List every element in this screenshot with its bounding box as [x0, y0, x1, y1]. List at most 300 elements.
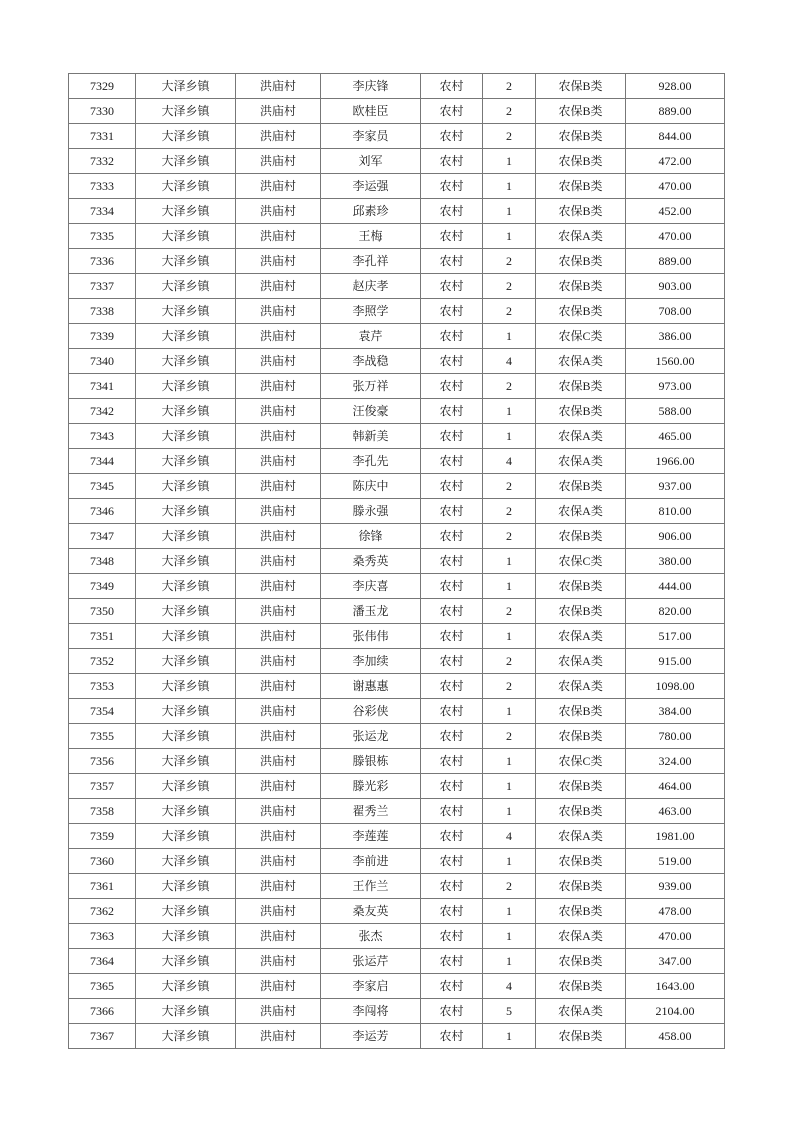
cell-town: 大泽乡镇	[136, 349, 236, 374]
cell-id: 7358	[69, 799, 136, 824]
cell-person-count: 4	[483, 349, 536, 374]
cell-area-type: 农村	[421, 599, 483, 624]
cell-town: 大泽乡镇	[136, 849, 236, 874]
cell-insurance-class: 农保B类	[536, 124, 626, 149]
cell-id: 7344	[69, 449, 136, 474]
cell-insurance-class: 农保A类	[536, 449, 626, 474]
cell-person-count: 2	[483, 499, 536, 524]
table-row	[69, 199, 725, 224]
cell-insurance-class: 农保B类	[536, 774, 626, 799]
cell-amount: 380.00	[626, 549, 725, 574]
cell-amount: 889.00	[626, 99, 725, 124]
cell-name: 谷彩侠	[321, 699, 421, 724]
cell-area-type: 农村	[421, 999, 483, 1024]
cell-insurance-class: 农保B类	[536, 524, 626, 549]
cell-village: 洪庙村	[236, 524, 321, 549]
cell-name: 邱素珍	[321, 199, 421, 224]
cell-town: 大泽乡镇	[136, 174, 236, 199]
cell-area-type: 农村	[421, 924, 483, 949]
cell-id: 7356	[69, 749, 136, 774]
cell-town: 大泽乡镇	[136, 499, 236, 524]
cell-amount: 324.00	[626, 749, 725, 774]
cell-person-count: 2	[483, 524, 536, 549]
cell-area-type: 农村	[421, 174, 483, 199]
cell-person-count: 2	[483, 99, 536, 124]
cell-village: 洪庙村	[236, 224, 321, 249]
table-row	[69, 549, 725, 574]
cell-town: 大泽乡镇	[136, 699, 236, 724]
cell-town: 大泽乡镇	[136, 599, 236, 624]
cell-insurance-class: 农保A类	[536, 424, 626, 449]
cell-insurance-class: 农保B类	[536, 574, 626, 599]
cell-area-type: 农村	[421, 499, 483, 524]
cell-name: 欧桂臣	[321, 99, 421, 124]
cell-village: 洪庙村	[236, 774, 321, 799]
cell-person-count: 2	[483, 299, 536, 324]
table-row	[69, 749, 725, 774]
cell-area-type: 农村	[421, 224, 483, 249]
cell-name: 李庆喜	[321, 574, 421, 599]
table-row	[69, 799, 725, 824]
table-row	[69, 699, 725, 724]
cell-name: 韩新美	[321, 424, 421, 449]
cell-village: 洪庙村	[236, 149, 321, 174]
cell-insurance-class: 农保B类	[536, 299, 626, 324]
cell-person-count: 1	[483, 399, 536, 424]
cell-area-type: 农村	[421, 824, 483, 849]
cell-village: 洪庙村	[236, 749, 321, 774]
cell-person-count: 2	[483, 474, 536, 499]
cell-area-type: 农村	[421, 274, 483, 299]
cell-amount: 903.00	[626, 274, 725, 299]
cell-insurance-class: 农保A类	[536, 624, 626, 649]
cell-town: 大泽乡镇	[136, 574, 236, 599]
cell-village: 洪庙村	[236, 124, 321, 149]
cell-area-type: 农村	[421, 974, 483, 999]
cell-village: 洪庙村	[236, 999, 321, 1024]
cell-village: 洪庙村	[236, 499, 321, 524]
cell-amount: 464.00	[626, 774, 725, 799]
cell-person-count: 1	[483, 549, 536, 574]
cell-village: 洪庙村	[236, 449, 321, 474]
cell-area-type: 农村	[421, 624, 483, 649]
cell-area-type: 农村	[421, 524, 483, 549]
cell-name: 张运芹	[321, 949, 421, 974]
cell-insurance-class: 农保C类	[536, 324, 626, 349]
cell-id: 7332	[69, 149, 136, 174]
cell-insurance-class: 农保B类	[536, 374, 626, 399]
cell-area-type: 农村	[421, 249, 483, 274]
cell-village: 洪庙村	[236, 624, 321, 649]
cell-amount: 470.00	[626, 924, 725, 949]
cell-area-type: 农村	[421, 849, 483, 874]
cell-village: 洪庙村	[236, 674, 321, 699]
cell-amount: 810.00	[626, 499, 725, 524]
cell-town: 大泽乡镇	[136, 899, 236, 924]
cell-town: 大泽乡镇	[136, 249, 236, 274]
table-row	[69, 924, 725, 949]
cell-insurance-class: 农保B类	[536, 99, 626, 124]
cell-person-count: 1	[483, 624, 536, 649]
cell-name: 汪俊豪	[321, 399, 421, 424]
cell-name: 陈庆中	[321, 474, 421, 499]
cell-town: 大泽乡镇	[136, 274, 236, 299]
cell-village: 洪庙村	[236, 349, 321, 374]
cell-id: 7360	[69, 849, 136, 874]
cell-name: 桑秀英	[321, 549, 421, 574]
table-row	[69, 249, 725, 274]
cell-name: 李家启	[321, 974, 421, 999]
cell-village: 洪庙村	[236, 849, 321, 874]
cell-village: 洪庙村	[236, 474, 321, 499]
cell-id: 7362	[69, 899, 136, 924]
cell-insurance-class: 农保B类	[536, 1024, 626, 1049]
cell-name: 李前进	[321, 849, 421, 874]
cell-town: 大泽乡镇	[136, 199, 236, 224]
cell-town: 大泽乡镇	[136, 924, 236, 949]
cell-town: 大泽乡镇	[136, 149, 236, 174]
cell-id: 7336	[69, 249, 136, 274]
cell-amount: 465.00	[626, 424, 725, 449]
cell-amount: 478.00	[626, 899, 725, 924]
cell-insurance-class: 农保B类	[536, 174, 626, 199]
cell-person-count: 1	[483, 324, 536, 349]
cell-area-type: 农村	[421, 99, 483, 124]
cell-amount: 844.00	[626, 124, 725, 149]
cell-area-type: 农村	[421, 399, 483, 424]
cell-person-count: 2	[483, 274, 536, 299]
cell-area-type: 农村	[421, 674, 483, 699]
cell-person-count: 1	[483, 199, 536, 224]
cell-amount: 1966.00	[626, 449, 725, 474]
cell-town: 大泽乡镇	[136, 674, 236, 699]
cell-name: 李家员	[321, 124, 421, 149]
table-row	[69, 874, 725, 899]
cell-person-count: 2	[483, 674, 536, 699]
cell-town: 大泽乡镇	[136, 99, 236, 124]
cell-area-type: 农村	[421, 649, 483, 674]
cell-area-type: 农村	[421, 1024, 483, 1049]
cell-amount: 588.00	[626, 399, 725, 424]
cell-town: 大泽乡镇	[136, 324, 236, 349]
cell-person-count: 1	[483, 849, 536, 874]
cell-village: 洪庙村	[236, 724, 321, 749]
cell-id: 7333	[69, 174, 136, 199]
cell-insurance-class: 农保C类	[536, 749, 626, 774]
cell-village: 洪庙村	[236, 74, 321, 99]
cell-person-count: 2	[483, 599, 536, 624]
cell-insurance-class: 农保B类	[536, 974, 626, 999]
cell-town: 大泽乡镇	[136, 474, 236, 499]
cell-area-type: 农村	[421, 574, 483, 599]
table-row	[69, 449, 725, 474]
cell-amount: 470.00	[626, 174, 725, 199]
cell-village: 洪庙村	[236, 699, 321, 724]
cell-amount: 472.00	[626, 149, 725, 174]
cell-person-count: 4	[483, 974, 536, 999]
cell-person-count: 1	[483, 174, 536, 199]
cell-insurance-class: 农保A类	[536, 649, 626, 674]
cell-id: 7338	[69, 299, 136, 324]
table-row	[69, 849, 725, 874]
table-row	[69, 974, 725, 999]
cell-id: 7353	[69, 674, 136, 699]
table-row	[69, 999, 725, 1024]
cell-area-type: 农村	[421, 749, 483, 774]
cell-id: 7354	[69, 699, 136, 724]
cell-village: 洪庙村	[236, 274, 321, 299]
cell-insurance-class: 农保A类	[536, 999, 626, 1024]
cell-area-type: 农村	[421, 949, 483, 974]
table-row	[69, 1024, 725, 1049]
table-row	[69, 624, 725, 649]
cell-id: 7352	[69, 649, 136, 674]
cell-amount: 2104.00	[626, 999, 725, 1024]
cell-id: 7337	[69, 274, 136, 299]
cell-id: 7361	[69, 874, 136, 899]
table-row	[69, 299, 725, 324]
cell-amount: 470.00	[626, 224, 725, 249]
cell-village: 洪庙村	[236, 299, 321, 324]
cell-amount: 928.00	[626, 74, 725, 99]
table-row	[69, 74, 725, 99]
cell-area-type: 农村	[421, 874, 483, 899]
cell-name: 桑友英	[321, 899, 421, 924]
cell-area-type: 农村	[421, 374, 483, 399]
cell-insurance-class: 农保A类	[536, 674, 626, 699]
cell-amount: 1643.00	[626, 974, 725, 999]
cell-person-count: 2	[483, 874, 536, 899]
cell-person-count: 1	[483, 924, 536, 949]
cell-town: 大泽乡镇	[136, 74, 236, 99]
cell-id: 7346	[69, 499, 136, 524]
cell-name: 徐锋	[321, 524, 421, 549]
cell-village: 洪庙村	[236, 824, 321, 849]
cell-amount: 519.00	[626, 849, 725, 874]
cell-village: 洪庙村	[236, 974, 321, 999]
cell-village: 洪庙村	[236, 424, 321, 449]
cell-insurance-class: 农保B类	[536, 874, 626, 899]
cell-town: 大泽乡镇	[136, 549, 236, 574]
cell-name: 滕银栋	[321, 749, 421, 774]
table-row	[69, 399, 725, 424]
cell-person-count: 4	[483, 449, 536, 474]
cell-id: 7365	[69, 974, 136, 999]
cell-insurance-class: 农保B类	[536, 949, 626, 974]
cell-village: 洪庙村	[236, 199, 321, 224]
cell-village: 洪庙村	[236, 949, 321, 974]
cell-id: 7341	[69, 374, 136, 399]
cell-person-count: 1	[483, 699, 536, 724]
cell-village: 洪庙村	[236, 249, 321, 274]
cell-id: 7357	[69, 774, 136, 799]
cell-insurance-class: 农保B类	[536, 799, 626, 824]
cell-area-type: 农村	[421, 299, 483, 324]
cell-person-count: 2	[483, 74, 536, 99]
cell-name: 王梅	[321, 224, 421, 249]
cell-name: 袁芹	[321, 324, 421, 349]
cell-area-type: 农村	[421, 324, 483, 349]
cell-insurance-class: 农保A类	[536, 349, 626, 374]
cell-town: 大泽乡镇	[136, 224, 236, 249]
cell-id: 7363	[69, 924, 136, 949]
cell-person-count: 2	[483, 124, 536, 149]
cell-amount: 820.00	[626, 599, 725, 624]
cell-village: 洪庙村	[236, 799, 321, 824]
cell-name: 李庆锋	[321, 74, 421, 99]
table-row	[69, 599, 725, 624]
cell-insurance-class: 农保A类	[536, 499, 626, 524]
cell-insurance-class: 农保C类	[536, 549, 626, 574]
cell-person-count: 5	[483, 999, 536, 1024]
table-row	[69, 899, 725, 924]
cell-amount: 1098.00	[626, 674, 725, 699]
cell-id: 7348	[69, 549, 136, 574]
cell-insurance-class: 农保A类	[536, 824, 626, 849]
cell-village: 洪庙村	[236, 924, 321, 949]
cell-name: 王作兰	[321, 874, 421, 899]
cell-name: 张运龙	[321, 724, 421, 749]
cell-insurance-class: 农保A类	[536, 924, 626, 949]
cell-id: 7343	[69, 424, 136, 449]
cell-id: 7347	[69, 524, 136, 549]
cell-name: 翟秀兰	[321, 799, 421, 824]
table-row	[69, 949, 725, 974]
cell-town: 大泽乡镇	[136, 999, 236, 1024]
cell-person-count: 1	[483, 574, 536, 599]
cell-town: 大泽乡镇	[136, 824, 236, 849]
cell-insurance-class: 农保B类	[536, 849, 626, 874]
cell-insurance-class: 农保B类	[536, 699, 626, 724]
cell-name: 李闯将	[321, 999, 421, 1024]
cell-village: 洪庙村	[236, 174, 321, 199]
cell-area-type: 农村	[421, 149, 483, 174]
cell-person-count: 2	[483, 249, 536, 274]
cell-person-count: 2	[483, 649, 536, 674]
cell-village: 洪庙村	[236, 649, 321, 674]
table-row	[69, 474, 725, 499]
cell-area-type: 农村	[421, 724, 483, 749]
cell-id: 7367	[69, 1024, 136, 1049]
cell-town: 大泽乡镇	[136, 299, 236, 324]
table-row	[69, 99, 725, 124]
cell-village: 洪庙村	[236, 374, 321, 399]
table-body	[69, 74, 725, 1049]
cell-amount: 889.00	[626, 249, 725, 274]
cell-insurance-class: 农保B类	[536, 149, 626, 174]
cell-name: 李孔先	[321, 449, 421, 474]
cell-amount: 1981.00	[626, 824, 725, 849]
cell-town: 大泽乡镇	[136, 874, 236, 899]
cell-amount: 906.00	[626, 524, 725, 549]
table-row	[69, 274, 725, 299]
cell-person-count: 1	[483, 899, 536, 924]
cell-amount: 452.00	[626, 199, 725, 224]
cell-name: 张杰	[321, 924, 421, 949]
cell-id: 7359	[69, 824, 136, 849]
cell-id: 7330	[69, 99, 136, 124]
cell-name: 滕光彩	[321, 774, 421, 799]
cell-amount: 708.00	[626, 299, 725, 324]
cell-insurance-class: 农保B类	[536, 399, 626, 424]
cell-insurance-class: 农保B类	[536, 74, 626, 99]
cell-town: 大泽乡镇	[136, 524, 236, 549]
cell-name: 赵庆孝	[321, 274, 421, 299]
cell-town: 大泽乡镇	[136, 424, 236, 449]
table-row	[69, 149, 725, 174]
cell-area-type: 农村	[421, 799, 483, 824]
table-row	[69, 424, 725, 449]
benefits-table	[68, 73, 725, 1049]
cell-name: 李战稳	[321, 349, 421, 374]
cell-name: 滕永强	[321, 499, 421, 524]
cell-area-type: 农村	[421, 74, 483, 99]
cell-person-count: 1	[483, 424, 536, 449]
cell-town: 大泽乡镇	[136, 749, 236, 774]
cell-area-type: 农村	[421, 899, 483, 924]
cell-town: 大泽乡镇	[136, 799, 236, 824]
cell-name: 李照学	[321, 299, 421, 324]
cell-person-count: 4	[483, 824, 536, 849]
table-row	[69, 824, 725, 849]
cell-area-type: 农村	[421, 449, 483, 474]
cell-insurance-class: 农保B类	[536, 599, 626, 624]
cell-name: 李加续	[321, 649, 421, 674]
cell-id: 7335	[69, 224, 136, 249]
cell-id: 7334	[69, 199, 136, 224]
cell-town: 大泽乡镇	[136, 374, 236, 399]
cell-area-type: 农村	[421, 124, 483, 149]
cell-amount: 347.00	[626, 949, 725, 974]
cell-name: 潘玉龙	[321, 599, 421, 624]
cell-amount: 915.00	[626, 649, 725, 674]
cell-id: 7364	[69, 949, 136, 974]
cell-id: 7351	[69, 624, 136, 649]
cell-village: 洪庙村	[236, 899, 321, 924]
cell-insurance-class: 农保B类	[536, 474, 626, 499]
table-row	[69, 324, 725, 349]
table-row	[69, 174, 725, 199]
cell-insurance-class: 农保A类	[536, 224, 626, 249]
cell-town: 大泽乡镇	[136, 449, 236, 474]
cell-id: 7329	[69, 74, 136, 99]
cell-name: 李莲莲	[321, 824, 421, 849]
cell-id: 7340	[69, 349, 136, 374]
cell-person-count: 1	[483, 799, 536, 824]
cell-id: 7350	[69, 599, 136, 624]
cell-insurance-class: 农保B类	[536, 249, 626, 274]
cell-person-count: 1	[483, 774, 536, 799]
cell-id: 7366	[69, 999, 136, 1024]
cell-village: 洪庙村	[236, 549, 321, 574]
cell-insurance-class: 农保B类	[536, 199, 626, 224]
table-row	[69, 774, 725, 799]
cell-village: 洪庙村	[236, 599, 321, 624]
table-row	[69, 499, 725, 524]
table-row	[69, 349, 725, 374]
cell-village: 洪庙村	[236, 399, 321, 424]
cell-area-type: 农村	[421, 474, 483, 499]
cell-name: 张伟伟	[321, 624, 421, 649]
cell-area-type: 农村	[421, 774, 483, 799]
cell-town: 大泽乡镇	[136, 124, 236, 149]
cell-village: 洪庙村	[236, 574, 321, 599]
cell-area-type: 农村	[421, 549, 483, 574]
cell-village: 洪庙村	[236, 324, 321, 349]
cell-insurance-class: 农保B类	[536, 274, 626, 299]
cell-amount: 1560.00	[626, 349, 725, 374]
table-row	[69, 124, 725, 149]
